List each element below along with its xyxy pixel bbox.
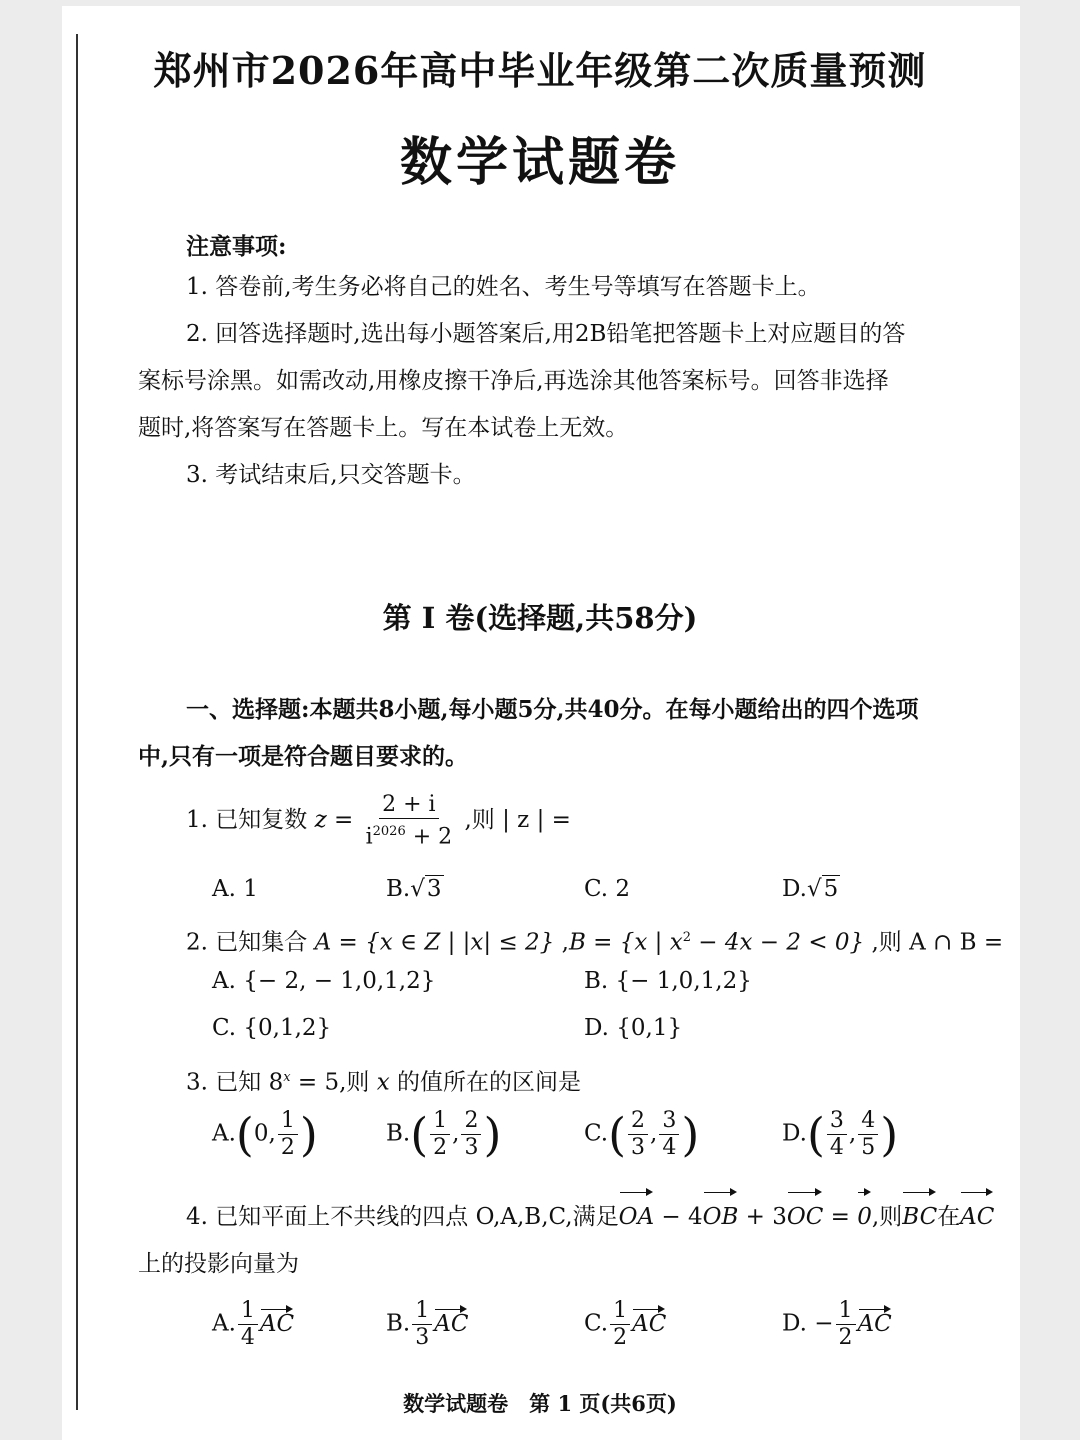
part-one-instructions-line-2: 中,只有一项是符合题目要求的。 — [138, 743, 469, 770]
part-one-instructions-line-1: 一、选择题:本题共8小题,每小题5分,共40分。在每小题给出的四个选项 — [186, 696, 919, 723]
q1-fraction: $\frac{2 + i}{i^{2026} + 2}$ — [365, 791, 453, 850]
q2-option-c: C. {0,1,2} — [212, 1015, 332, 1041]
notice-item-1: 1. 答卷前,考生务必将自己的姓名、考生号等填写在答题卡上。 — [186, 274, 821, 300]
notice-heading: 注意事项: — [186, 233, 287, 260]
q1-option-a: A. 1 — [212, 876, 258, 902]
q4-option-b: B. $\frac{1}{3}$ AC — [386, 1298, 469, 1350]
question-4-stem-line-1: 4. 已知平面上不共线的四点 O,A,B,C,满足OA − 4OB + 3OC = 0,则BC在AC — [186, 1194, 994, 1241]
q3-option-b: B.( $\frac{1}{2}$ , $\frac{2}{3}$ ) — [386, 1107, 502, 1162]
section-title: 第 Ⅰ 卷(选择题,共58分) — [382, 601, 698, 635]
notice-item-3: 3. 考试结束后,只交答题卡。 — [186, 462, 476, 488]
q4-option-d: D. − $\frac{1}{2}$ AC — [782, 1298, 892, 1350]
q3-option-c: C.( $\frac{2}{3}$ , $\frac{3}{4}$ ) — [584, 1107, 700, 1162]
q1-option-c: C. 2 — [584, 876, 631, 902]
question-3-stem: 3. 已知 $8^x = 5$,则 x 的值所在的区间是 — [186, 1069, 581, 1096]
page-footer: 数学试题卷 第 1 页(共6页) — [403, 1391, 677, 1416]
question-2-stem: 2. 已知集合 A = {x ∈ Z | |x| ≤ 2} ,B = {x | $x^2 - 4x - 2 < 0$} ,则 A ∩ B = — [186, 929, 1004, 956]
question-4-stem-line-2: 上的投影向量为 — [138, 1251, 299, 1277]
notice-item-2-line-1: 2. 回答选择题时,选出每小题答案后,用2B铅笔把答题卡上对应题目的答 — [186, 321, 906, 347]
notice-item-2-line-2: 案标号涂黑。如需改动,用橡皮擦干净后,再选涂其他答案标号。回答非选择 — [138, 368, 889, 394]
q3-option-a: A.(0, $\frac{1}{2}$ ) — [212, 1107, 318, 1162]
q4-option-c: C. $\frac{1}{2}$ AC — [584, 1298, 667, 1350]
q2-option-d: D. {0,1} — [584, 1015, 683, 1041]
q1-option-d: D.√5 — [782, 876, 839, 902]
binding-margin-line — [76, 34, 78, 1410]
exam-title: 郑州市2026年高中毕业年级第二次质量预测 — [153, 48, 927, 93]
q2-option-b: B. {− 1,0,1,2} — [584, 968, 752, 994]
paper-title: 数学试题卷 — [399, 132, 680, 193]
q1-option-b: B.√3 — [386, 876, 442, 902]
q4-option-a: A. $\frac{1}{4}$ AC — [212, 1298, 295, 1350]
q2-option-a: A. {− 2, − 1,0,1,2} — [212, 968, 436, 994]
notice-item-2-line-3: 题时,将答案写在答题卡上。写在本试卷上无效。 — [138, 415, 629, 441]
q3-option-d: D.( $\frac{3}{4}$ , $\frac{4}{5}$ ) — [782, 1107, 899, 1162]
question-1-stem: 1. 已知复数 z = $\frac{2 + i}{i^{2026} + 2}$ ,则 | z | = — [186, 791, 571, 850]
